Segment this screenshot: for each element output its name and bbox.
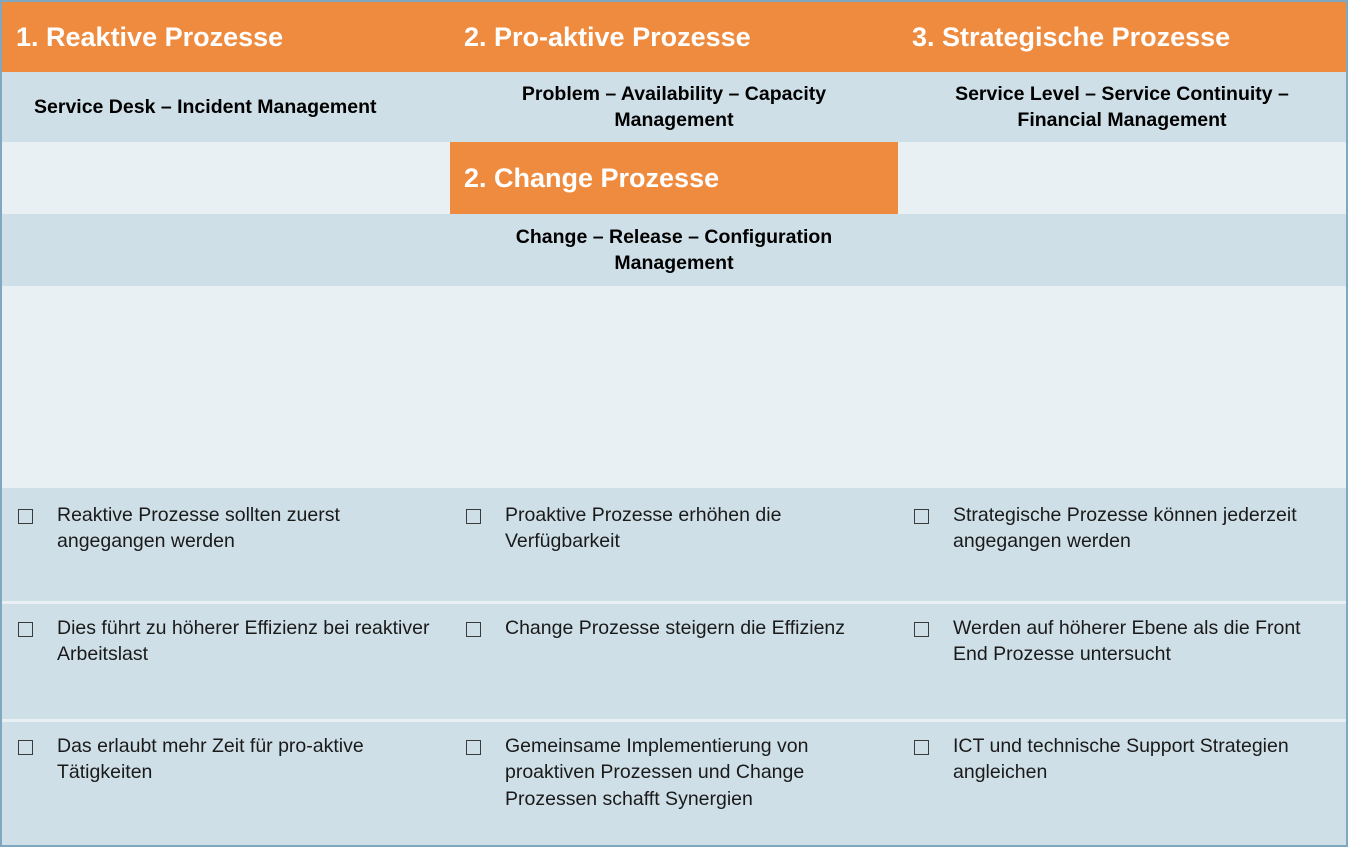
checkbox-icon[interactable]: [466, 740, 481, 755]
column-header-proactive-label: 2. Pro-aktive Prozesse: [464, 21, 751, 52]
change-section-subtitle-cell: [450, 214, 898, 286]
checkbox-icon[interactable]: [466, 509, 481, 524]
diagram-grid: [2, 2, 1346, 845]
bullet-item: [2, 719, 450, 845]
column-header-proactive: [450, 2, 898, 72]
empty-spacer-col1: [2, 286, 450, 488]
spacer-left-change-row: [2, 142, 450, 214]
checkbox-icon[interactable]: [466, 622, 481, 637]
column-header-reactive-label: 1. Reaktive Prozesse: [16, 21, 284, 52]
bullet-text: Das erlaubt mehr Zeit für pro-aktive Tätigkeiten: [57, 735, 364, 784]
change-section-subtitle: Change – Release – Configuration Management: [515, 225, 833, 274]
subheader-proactive-label: Problem – Availability – Capacity Management: [521, 82, 827, 131]
bullet-item: [2, 488, 450, 601]
bullet-item: [2, 601, 450, 719]
bullet-text: Werden auf höherer Ebene als die Front End Prozesse untersucht: [953, 617, 1301, 666]
bullet-text: Proaktive Prozesse erhöhen die Verfügbarkeit: [505, 504, 782, 553]
checkbox-icon[interactable]: [914, 509, 929, 524]
empty-spacer-col2: [450, 286, 898, 488]
bullet-text: Reaktive Prozesse sollten zuerst angegangen werden: [57, 504, 340, 553]
bullet-text: ICT und technische Support Strategien angleichen: [953, 735, 1289, 784]
column-header-strategic: [898, 2, 1346, 72]
spacer-left-change-sub: [2, 214, 450, 286]
subheader-reactive-label: Service Desk – Incident Management: [34, 95, 377, 118]
bullet-item: [898, 488, 1346, 601]
column-header-strategic-label: 3. Strategische Prozesse: [912, 21, 1231, 52]
checkbox-icon[interactable]: [18, 740, 33, 755]
change-section-header: [450, 142, 898, 214]
bullet-text: Dies führt zu höherer Effizienz bei reaktiver Arbeitslast: [57, 617, 430, 666]
subheader-reactive: [2, 72, 450, 142]
bullet-text: Gemeinsame Implementierung von proaktiven Prozessen und Change Prozessen schafft Synergien: [505, 735, 809, 810]
checkbox-icon[interactable]: [18, 509, 33, 524]
subheader-strategic-label: Service Level – Service Continuity – Financial Management: [955, 82, 1289, 131]
change-section-title: 2. Change Prozesse: [464, 162, 720, 193]
empty-spacer-col3: [898, 286, 1346, 488]
bullet-item: [898, 601, 1346, 719]
subheader-strategic: [898, 72, 1346, 142]
bullet-item: [450, 601, 898, 719]
checkbox-icon[interactable]: [18, 622, 33, 637]
bullet-item: [450, 719, 898, 845]
subheader-proactive: [450, 72, 898, 142]
spacer-right-change-row: [898, 142, 1346, 214]
column-header-reactive: [2, 2, 450, 72]
bullet-item: [898, 719, 1346, 845]
bullet-item: [450, 488, 898, 601]
spacer-right-change-sub: [898, 214, 1346, 286]
checkbox-icon[interactable]: [914, 740, 929, 755]
bullet-text: Strategische Prozesse können jederzeit angegangen werden: [953, 504, 1297, 553]
checkbox-icon[interactable]: [914, 622, 929, 637]
bullet-text: Change Prozesse steigern die Effizienz: [505, 617, 846, 639]
